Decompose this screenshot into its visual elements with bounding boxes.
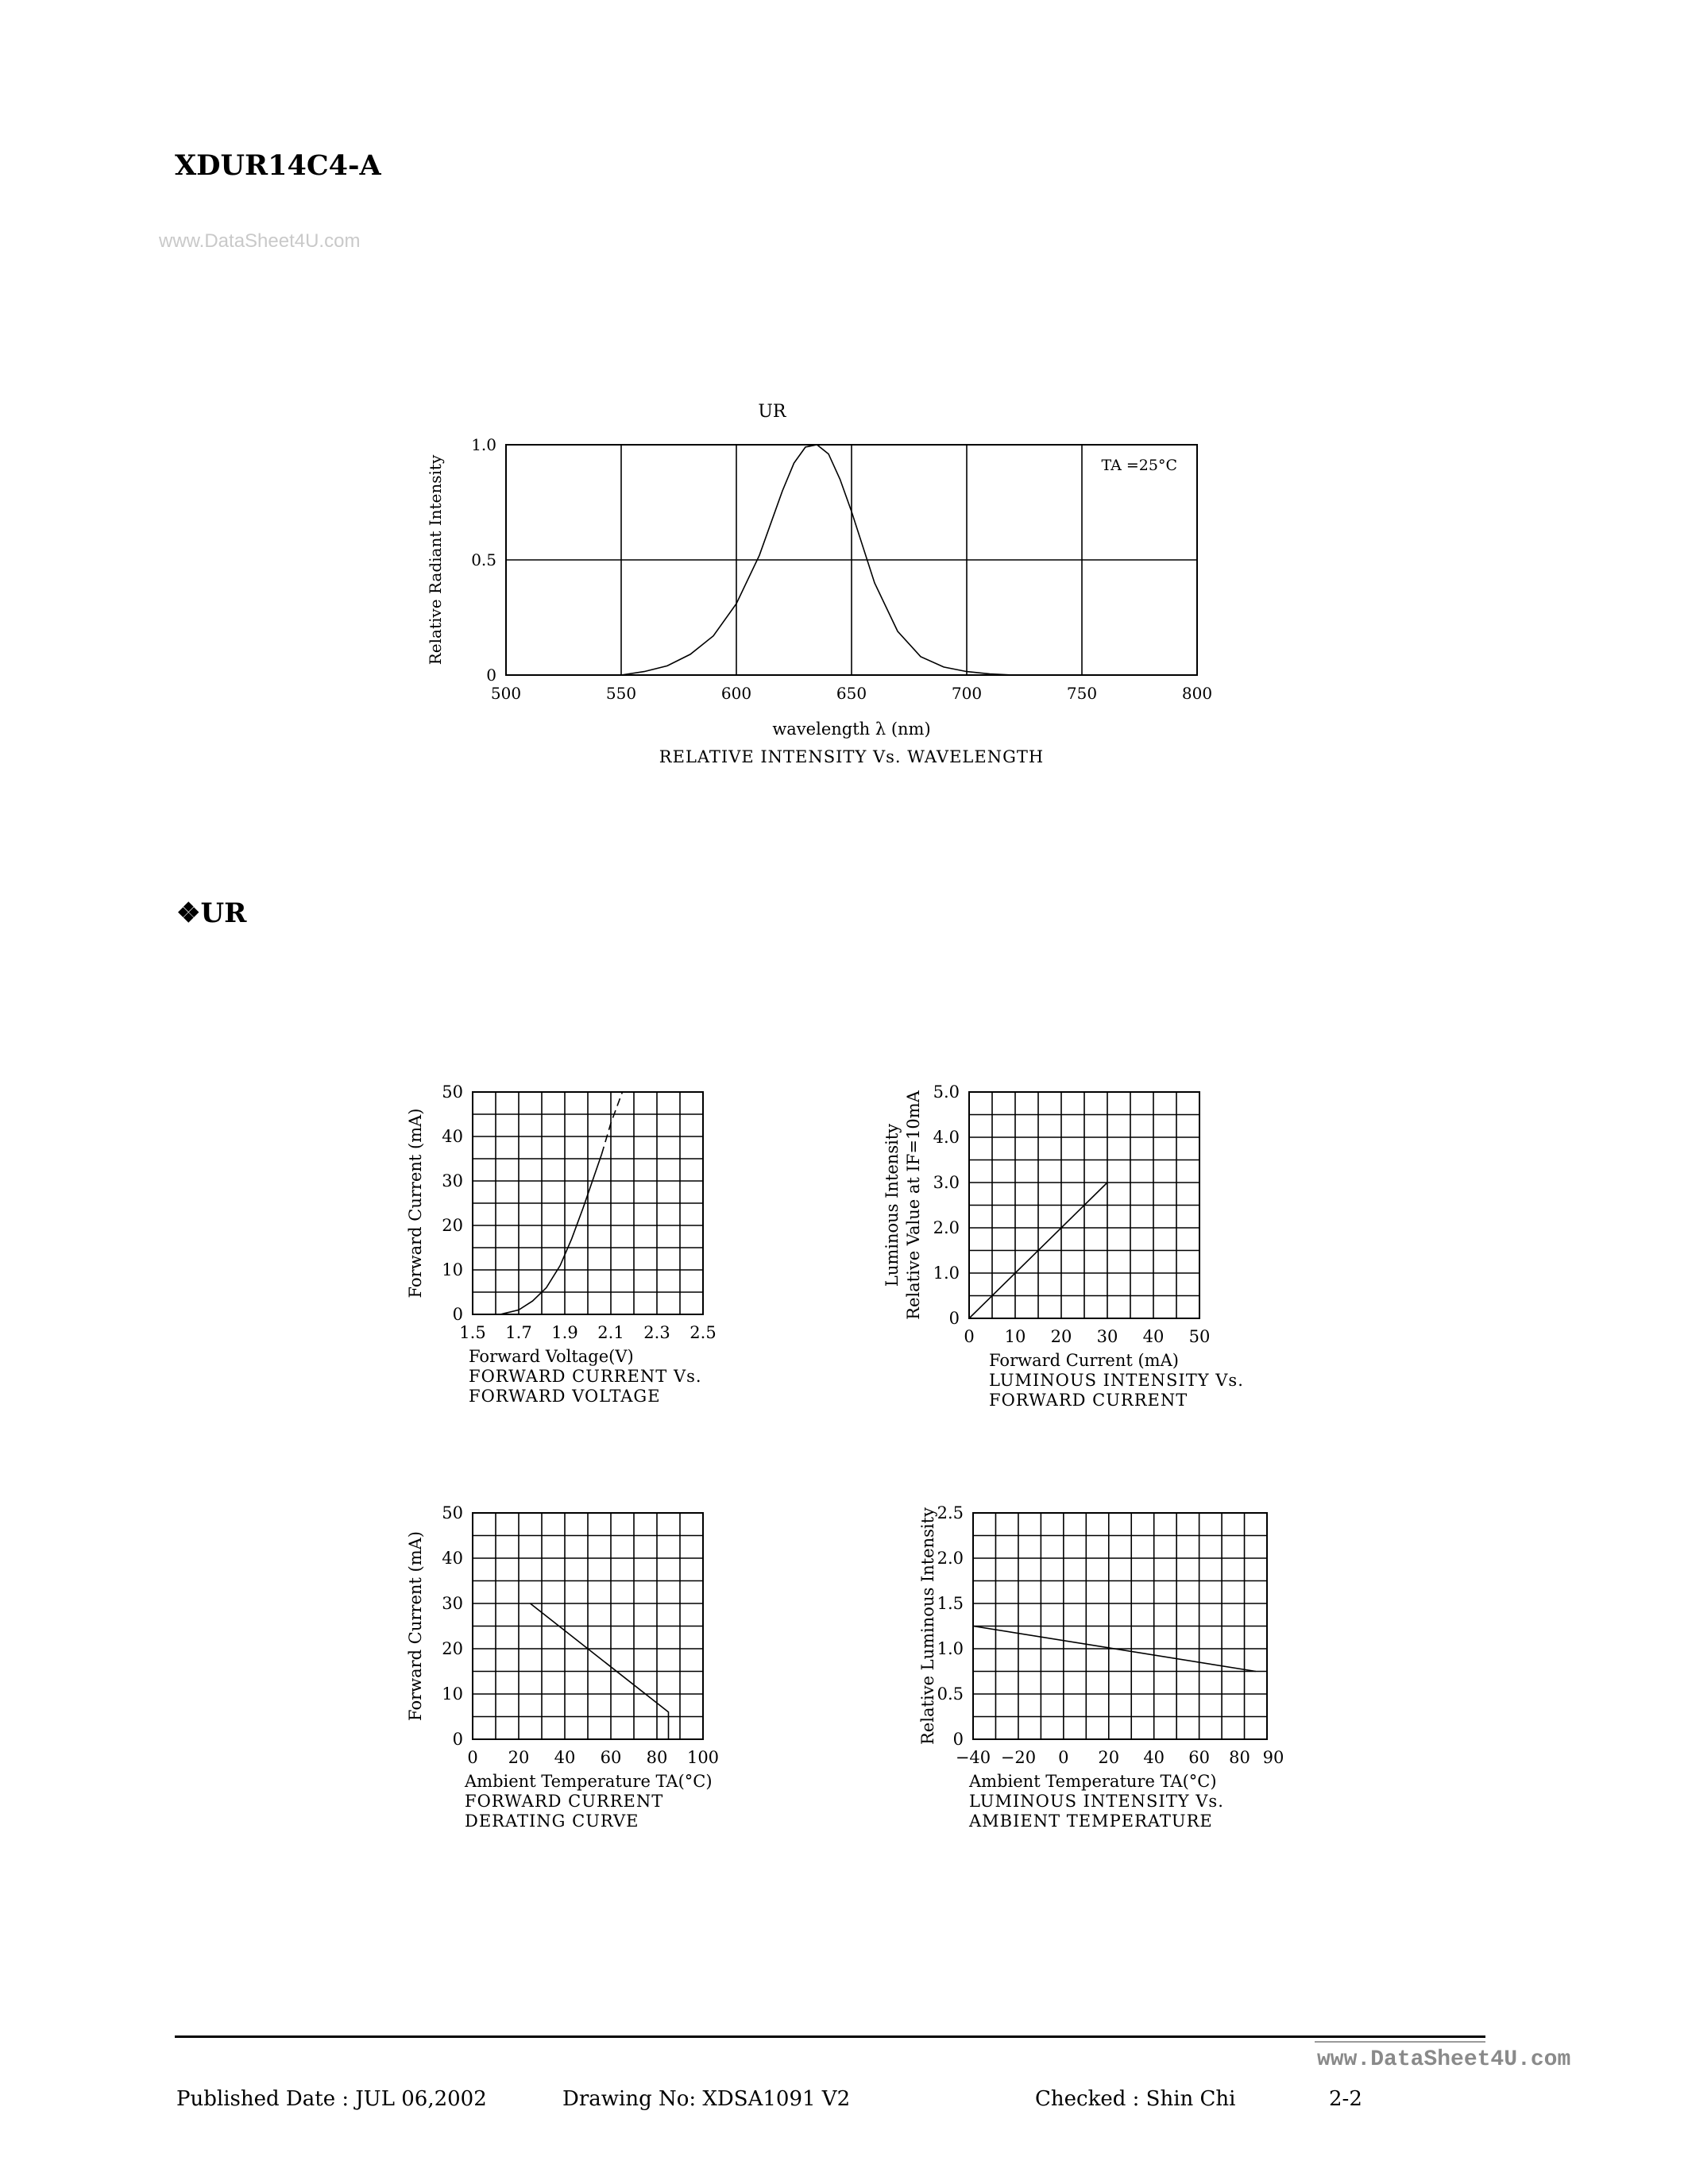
y-tick-label: 50 [442,1503,463,1522]
x-tick-label: 600 [720,684,752,703]
y-tick-label: 0.5 [471,550,496,569]
x-tick-label: 40 [1142,1327,1165,1346]
y-tick-label: 1.0 [933,1264,960,1283]
y-axis-label: Forward Current (mA) [406,1108,425,1298]
x-tick-label: 50 [1188,1327,1211,1346]
y-tick-label: 30 [442,1171,463,1190]
x-tick-label: 2.5 [689,1323,717,1342]
y-tick-label: 30 [442,1594,463,1613]
published-date: Published Date : JUL 06,2002 [176,2087,487,2111]
x-axis-label: Forward Voltage(V) [469,1347,634,1366]
y-tick-label: 0.5 [937,1684,964,1704]
temperature-annotation: TA =25°C [1101,457,1177,474]
y-axis-label: Relative Luminous Intensity [918,1507,937,1745]
x-axis-label: Forward Current (mA) [989,1351,1179,1370]
x-tick-label: 1.9 [551,1323,578,1342]
chart-caption: DERATING CURVE [465,1812,639,1831]
page-number: 2-2 [1329,2087,1362,2111]
y-tick-label: 10 [442,1260,463,1279]
chart-caption: FORWARD VOLTAGE [469,1387,661,1406]
x-tick-label: 0 [467,1748,478,1767]
grid-lines [473,1513,703,1739]
watermark-top[interactable]: www.DataSheet4U.com [159,230,361,252]
grid-lines [506,445,1197,675]
y-tick-label: 10 [442,1684,463,1704]
chart-title: UR [758,402,786,422]
y-tick-label: 0 [452,1305,463,1324]
x-tick-label: −20 [1000,1748,1037,1767]
x-tick-label: 60 [1188,1748,1210,1767]
watermark-bottom[interactable]: www.DataSheet4U.com [1317,2047,1571,2072]
footer-rule [175,2035,1485,2038]
x-tick-label: −40 [955,1748,991,1767]
x-tick-label: 10 [1004,1327,1026,1346]
x-tick-label: 60 [600,1748,622,1767]
y-tick-label: 40 [442,1127,463,1146]
y-axis-label: Luminous Intensity [883,1123,902,1287]
chart-caption: LUMINOUS INTENSITY Vs. [989,1371,1244,1390]
y-axis-label: Relative Value at IF=10mA [904,1090,923,1320]
chart-caption: RELATIVE INTENSITY Vs. WAVELENGTH [659,747,1045,766]
y-tick-label: 2.0 [933,1218,960,1237]
y-tick-label: 0 [952,1730,964,1749]
x-tick-label: 20 [1098,1748,1120,1767]
x-tick-label: 700 [951,684,983,703]
chart-caption: LUMINOUS INTENSITY Vs. [969,1792,1224,1811]
y-tick-label: 1.0 [471,435,496,454]
footer-rule-secondary [1315,2041,1485,2043]
extrapolated-curve [601,1092,622,1154]
chart-caption: FORWARD CURRENT [465,1792,664,1811]
x-tick-label: 1.5 [459,1323,486,1342]
x-axis-label: wavelength λ (nm) [772,720,931,739]
data-curve [500,1154,602,1314]
y-tick-label: 2.5 [937,1503,964,1522]
y-tick-label: 20 [442,1216,463,1235]
if-vf-chart [397,1064,731,1430]
y-tick-label: 20 [442,1639,463,1658]
x-tick-label: 650 [836,684,867,703]
x-tick-label: 1.7 [505,1323,532,1342]
y-tick-label: 1.5 [937,1594,964,1613]
y-tick-label: 4.0 [933,1128,960,1147]
x-tick-label: 20 [1050,1327,1072,1346]
section-heading: ❖UR [176,897,247,929]
y-tick-label: 0 [452,1730,463,1749]
spectrum-chart [413,393,1271,790]
x-tick-label: 40 [1143,1748,1165,1767]
chart-caption: AMBIENT TEMPERATURE [969,1812,1213,1831]
x-tick-label: 0 [1058,1748,1069,1767]
iv-ta-chart [898,1465,1327,1854]
x-tick-label: 2.1 [597,1323,624,1342]
x-tick-label: 30 [1096,1327,1118,1346]
x-tick-label: 750 [1066,684,1098,703]
x-tick-label: 20 [508,1748,530,1767]
x-tick-label: 800 [1181,684,1213,703]
x-tick-label: 500 [490,684,522,703]
y-axis-label: Forward Current (mA) [406,1531,425,1721]
drawing-number: Drawing No: XDSA1091 V2 [562,2087,851,2111]
y-tick-label: 0 [948,1309,960,1328]
y-tick-label: 2.0 [937,1549,964,1568]
y-tick-label: 3.0 [933,1173,960,1192]
grid-lines [973,1513,1267,1739]
document-title: XDUR14C4-A [175,149,381,182]
x-tick-label: 0 [964,1327,975,1346]
x-tick-label: 90 [1262,1748,1284,1767]
x-tick-label: 550 [605,684,637,703]
checked-by: Checked : Shin Chi [1035,2087,1236,2111]
x-axis-label: Ambient Temperature TA(°C) [969,1772,1217,1791]
x-tick-label: 80 [646,1748,668,1767]
x-tick-label: 100 [686,1748,720,1767]
y-tick-label: 1.0 [937,1639,964,1658]
y-axis-label: Relative Radiant Intensity [426,454,445,666]
x-tick-label: 40 [554,1748,576,1767]
chart-caption: FORWARD CURRENT Vs. [469,1367,702,1386]
y-tick-label: 40 [442,1549,463,1568]
derating-chart [397,1485,763,1850]
iv-if-chart [874,1048,1287,1437]
y-tick-label: 5.0 [933,1082,960,1102]
x-axis-label: Ambient Temperature TA(°C) [465,1772,713,1791]
chart-caption: FORWARD CURRENT [989,1391,1188,1410]
x-tick-label: 80 [1229,1748,1250,1767]
grid-lines [473,1092,703,1314]
y-tick-label: 0 [486,666,496,685]
y-tick-label: 50 [442,1082,463,1102]
x-tick-label: 2.3 [643,1323,670,1342]
